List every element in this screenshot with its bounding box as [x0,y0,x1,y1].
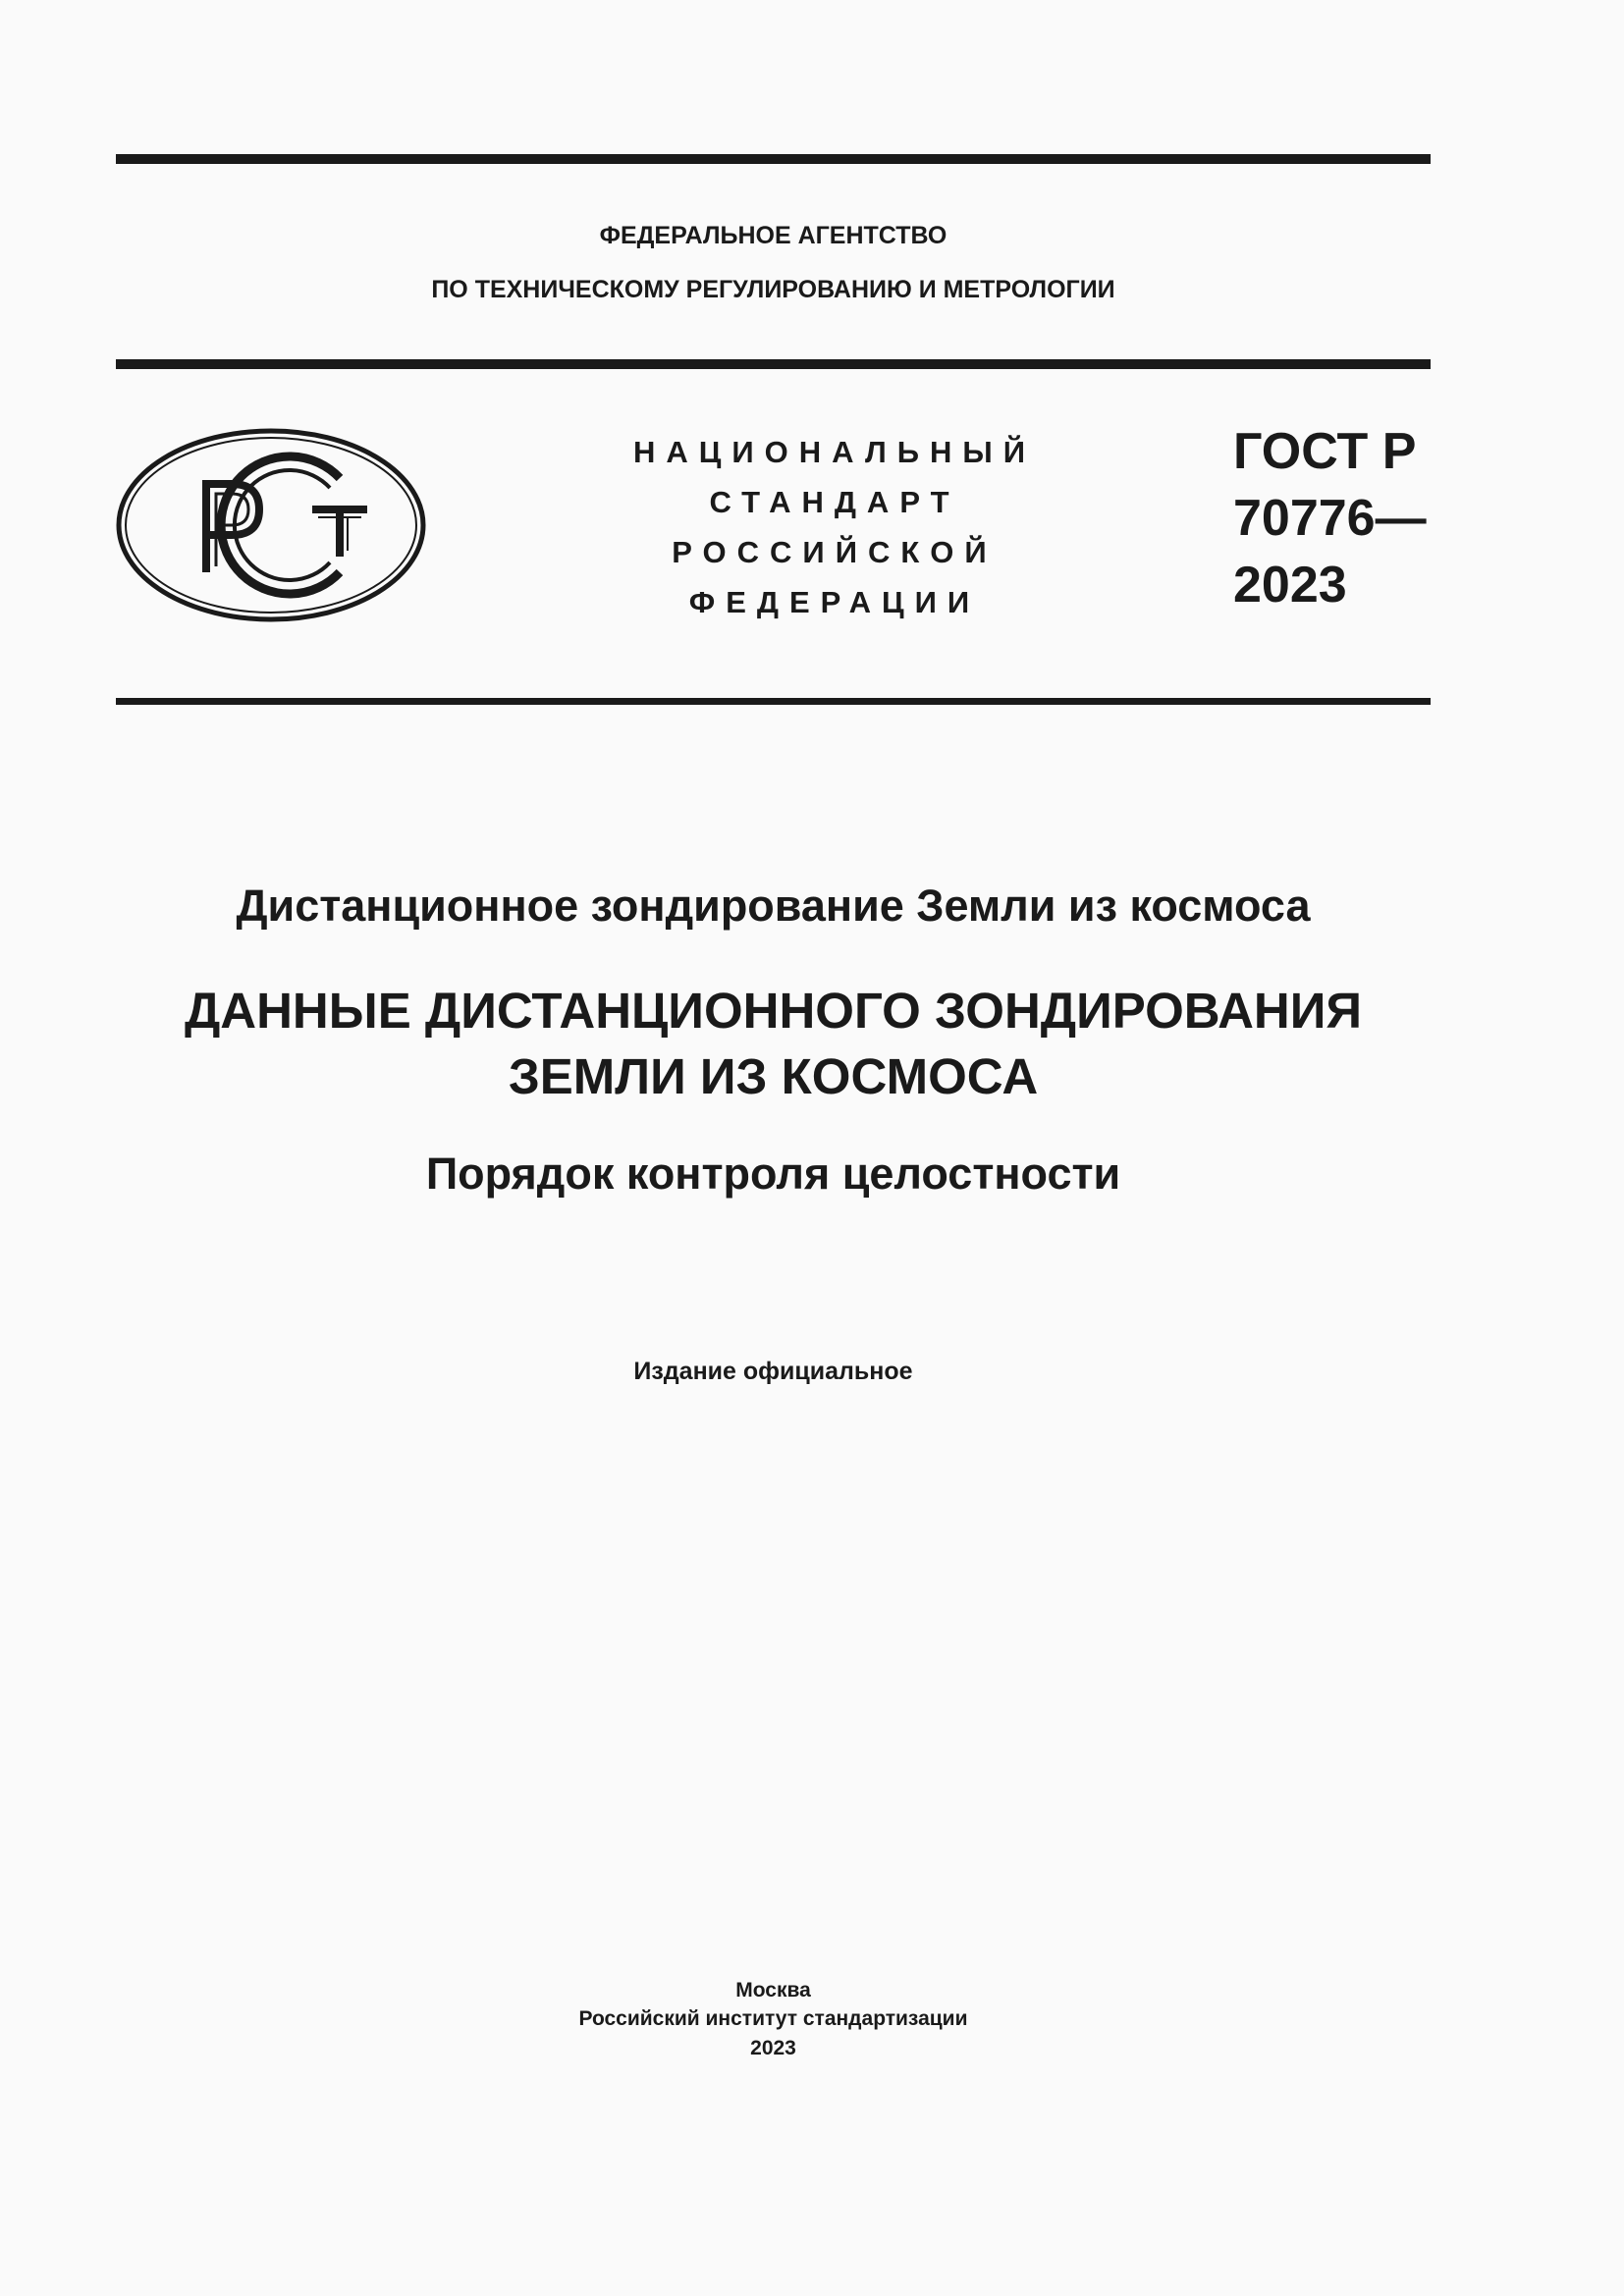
publisher-city: Москва [735,1979,811,2002]
designation-line-1: ГОСТ Р [1233,423,1417,480]
middle-rule [116,359,1431,369]
gost-r-logo-icon [116,427,426,623]
standard-type-line-2: СТАНДАРТ [709,485,960,519]
document-title-line-1: ДАННЫЕ ДИСТАНЦИОННОГО ЗОНДИРОВАНИЯ [184,983,1363,1039]
document-subject: Дистанционное зондирование Земли из космоса [236,881,1311,931]
standard-type-line-1: НАЦИОНАЛЬНЫЙ [632,435,1037,469]
agency-line-2: ПО ТЕХНИЧЕСКОМУ РЕГУЛИРОВАНИЮ И МЕТРОЛОГИИ [431,276,1115,303]
standard-type-line-4: ФЕДЕРАЦИИ [688,585,981,619]
designation-line-3: 2023 [1233,557,1347,614]
bottom-rule [116,698,1431,705]
edition-label: Издание официальное [633,1358,913,1385]
document-subtitle: Порядок контроля целостности [425,1148,1121,1199]
standard-type-line-3: РОССИЙСКОЙ [672,535,998,569]
top-rule [116,154,1431,164]
publication-year: 2023 [750,2037,796,2059]
agency-line-1: ФЕДЕРАЛЬНОЕ АГЕНТСТВО [599,222,947,249]
designation-line-2: 70776— [1233,490,1427,547]
publisher-organization: Российский институт стандартизации [578,2007,968,2030]
document-title-line-2: ЗЕМЛИ ИЗ КОСМОСА [508,1048,1039,1104]
